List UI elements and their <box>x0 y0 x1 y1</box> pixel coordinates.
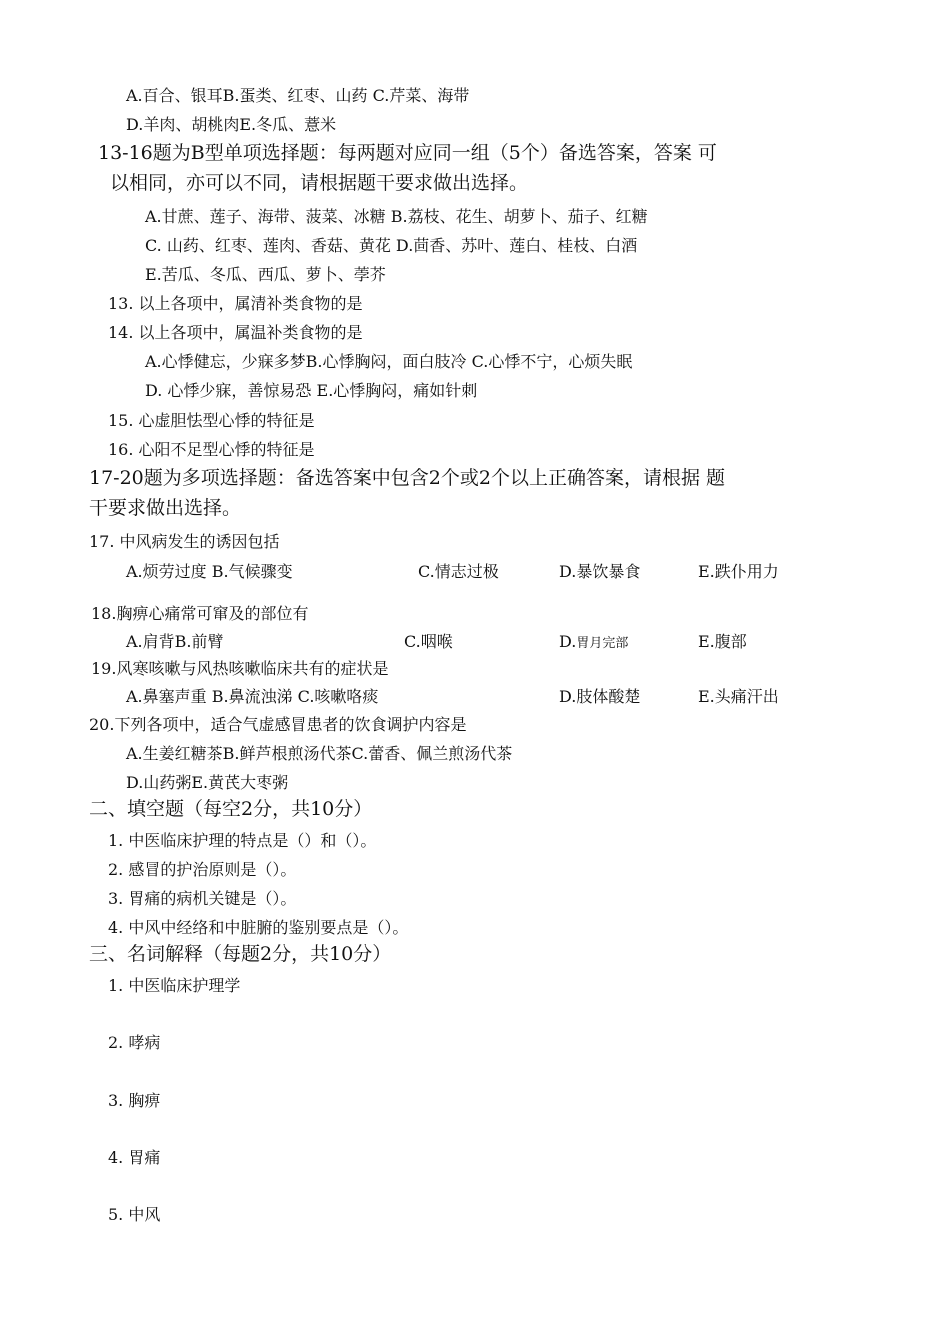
option-d-text: 胃月完部 <box>576 636 629 651</box>
option-d: D.暴饮暴食 <box>559 562 641 581</box>
question-15: 15. 心虚胆怯型心悸的特征是 <box>108 411 315 430</box>
option-line: E.苦瓜、冬瓜、西瓜、萝卜、荸芥 <box>145 265 386 284</box>
question-18-options <box>126 632 926 652</box>
term-item: 4. 胃痛 <box>108 1148 161 1167</box>
option-line: D.山药粥E.黄芪大枣粥 <box>126 773 289 792</box>
option-c: C.情志过极 <box>418 562 499 581</box>
fill-item: 1. 中医临床护理的特点是（）和（）。 <box>108 831 377 850</box>
option-c: C.咽喉 <box>404 632 453 651</box>
term-item: 3. 胸痹 <box>108 1091 161 1110</box>
multi-instruction: 17-20题为多项选择题：备选答案中包含2个或2个以上正确答案，请根据 题 <box>89 467 725 489</box>
fill-item: 4. 中风中经络和中脏腑的鉴别要点是（）。 <box>108 918 409 937</box>
option-line: D.羊肉、胡桃肉E.冬瓜、薏米 <box>126 115 337 134</box>
option-line: A.生姜红糖茶B.鲜芦根煎汤代茶C.蕾香、佩兰煎汤代茶 <box>126 744 513 763</box>
fill-item: 2. 感冒的护治原则是（）。 <box>108 860 297 879</box>
option-line: A.心悸健忘，少寐多梦B.心悸胸闷，面白肢冷 C.心悸不宁，心烦失眠 <box>145 352 633 371</box>
term-item: 2. 哮病 <box>108 1033 161 1052</box>
option-line: D. 心悸少寐，善惊易恐 E.心悸胸闷，痛如针刺 <box>145 381 478 400</box>
option-abc: A.鼻塞声重 B.鼻流浊涕 C.咳嗽咯痰 <box>126 687 379 706</box>
term-item: 5. 中风 <box>108 1205 161 1224</box>
question-20: 20.下列各项中，适合气虚感冒患者的饮食调护内容是 <box>89 715 467 734</box>
question-16: 16. 心阳不足型心悸的特征是 <box>108 440 315 459</box>
question-17: 17. 中风病发生的诱因包括 <box>89 532 280 551</box>
b-type-instruction: 13-16题为B型单项选择题：每两题对应同一组（5个）备选答案，答案 可 <box>98 142 717 164</box>
option-e: E.头痛汗出 <box>698 687 779 706</box>
section-terms-heading: 三、名词解释（每题2分，共10分） <box>89 943 392 965</box>
option-ab: A.肩背B.前臂 <box>126 632 224 651</box>
option-e: E.跌仆用力 <box>698 562 779 581</box>
option-d <box>559 632 628 654</box>
b-type-instruction-cont: 以相同，亦可以不同，请根据题干要求做出选择。 <box>110 172 529 194</box>
question-19-options <box>126 687 926 707</box>
question-18: 18.胸痹心痛常可窜及的部位有 <box>91 604 309 623</box>
option-line: A.百合、银耳B.蛋类、红枣、山药 C.芹菜、海带 <box>126 86 470 105</box>
question-17-options <box>126 562 926 582</box>
question-13: 13. 以上各项中，属清补类食物的是 <box>108 294 363 313</box>
term-item: 1. 中医临床护理学 <box>108 976 241 995</box>
option-d-letter: D. <box>559 632 577 651</box>
question-14: 14. 以上各项中，属温补类食物的是 <box>108 323 363 342</box>
section-fill-heading: 二、填空题（每空2分，共10分） <box>89 798 373 820</box>
multi-instruction-cont: 干要求做出选择。 <box>89 497 242 519</box>
option-ab: A.烦劳过度 B.气候骤变 <box>126 562 293 581</box>
option-d: D.肢体酸楚 <box>559 687 641 706</box>
option-line: A.甘蔗、莲子、海带、菠菜、冰糖 B.荔枝、花生、胡萝卜、茄子、红糖 <box>145 207 648 226</box>
option-line: C. 山药、红枣、莲肉、香菇、黄花 D.茴香、苏叶、莲白、桂枝、白酒 <box>145 236 638 255</box>
question-19: 19.风寒咳嗽与风热咳嗽临床共有的症状是 <box>91 659 389 678</box>
option-e: E.腹部 <box>698 632 747 651</box>
fill-item: 3. 胃痛的病机关键是（）。 <box>108 889 297 908</box>
